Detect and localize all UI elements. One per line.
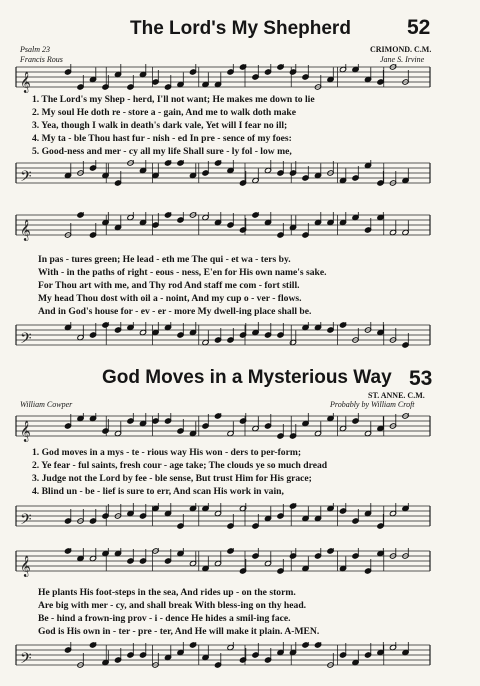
music-staff <box>0 548 480 578</box>
music-staff <box>0 160 480 190</box>
lyric-line: He plants His foot-steps in the sea, And rides up - on the storm. <box>38 587 296 598</box>
svg-text:𝄢: 𝄢 <box>20 168 32 189</box>
music-staff <box>0 64 480 94</box>
hymn-53-composer: Probably by William Croft <box>330 400 415 409</box>
verse-block <box>38 253 327 318</box>
svg-text:𝄢: 𝄢 <box>20 511 32 532</box>
lyric-line: In pas - tures green; He lead - eth me The qui - et wa - ters by. <box>38 254 291 265</box>
lyric-line: 4. Blind un - be - lief is sure to err, And scan His work in vain, <box>32 486 284 497</box>
lyric-line: 3. Judge not the Lord by fee - ble sense, But trust Him for His grace; <box>32 473 312 484</box>
lyric-line: Be - hind a frown-ing prov - i - dence He hides a smil-ing face. <box>38 613 291 624</box>
verse-block <box>32 446 327 498</box>
lyric-line: 2. Ye fear - ful saints, fresh cour - age take; The clouds ye so much dread <box>32 460 328 471</box>
svg-text:𝄞: 𝄞 <box>20 72 31 93</box>
hymn-53-title: God Moves in a Mysterious Way <box>102 367 392 388</box>
music-staff <box>0 642 480 672</box>
hymn-52-tune-name: CRIMOND. C.M. <box>370 45 432 54</box>
svg-text:𝄢: 𝄢 <box>20 330 32 351</box>
hymn-52-composer: Jane S. Irvine <box>380 55 425 64</box>
lyric-line: For Thou art with me, and Thy rod And staff me com - fort still. <box>38 280 300 291</box>
verse-block <box>38 586 319 638</box>
hymn-53-number: 53 <box>409 367 433 390</box>
lyric-line: 1. The Lord's my Shep - herd, I'll not want; He makes me down to lie <box>32 94 315 105</box>
svg-text:𝄞: 𝄞 <box>20 556 31 577</box>
svg-text:𝄢: 𝄢 <box>20 650 32 671</box>
lyric-line: 4. My ta - ble Thou hast fur - nish - ed In pre - sence of my foes: <box>32 133 292 144</box>
lyric-line: God is His own in - ter - pre - ter, And He will make it plain. A-MEN. <box>38 626 320 637</box>
music-staff <box>0 413 480 443</box>
music-staff <box>0 212 480 242</box>
music-staff <box>0 503 480 533</box>
lyric-line: With - in the paths of right - eous - ness, E'en for His own name's sake. <box>38 267 327 278</box>
svg-text:𝄞: 𝄞 <box>20 421 31 442</box>
lyric-line: And in God's house for - ev - er - more My dwell-ing place shall be. <box>38 306 312 317</box>
lyric-line: 2. My soul He doth re - store a - gain, And me to walk doth make <box>32 107 297 118</box>
lyric-line: 5. Good-ness and mer - cy all my life Shall sure - ly fol - low me, <box>32 146 292 157</box>
hymn-53-text-author: William Cowper <box>20 400 73 409</box>
hymn-52-number: 52 <box>407 16 431 39</box>
lyric-line: 1. God moves in a mys - te - rious way His won - ders to per-form; <box>32 447 302 458</box>
lyric-line: My head Thou dost with oil a - noint, And my cup o - ver - flows. <box>38 293 302 304</box>
hymn-53-tune-name: ST. ANNE. C.M. <box>368 391 425 400</box>
svg-text:𝄞: 𝄞 <box>20 220 31 241</box>
hymn-52-text-author: Francis Rous <box>20 55 63 64</box>
music-staff <box>0 322 480 352</box>
lyric-line: 3. Yea, though I walk in death's dark vale, Yet will I fear no ill; <box>32 120 288 131</box>
lyric-line: Are big with mer - cy, and shall break With bless-ing on thy head. <box>38 600 307 611</box>
hymn-52-text-source: Psalm 23 <box>20 45 50 54</box>
verse-block <box>32 93 315 158</box>
hymn-52-title: The Lord's My Shepherd <box>130 18 351 39</box>
